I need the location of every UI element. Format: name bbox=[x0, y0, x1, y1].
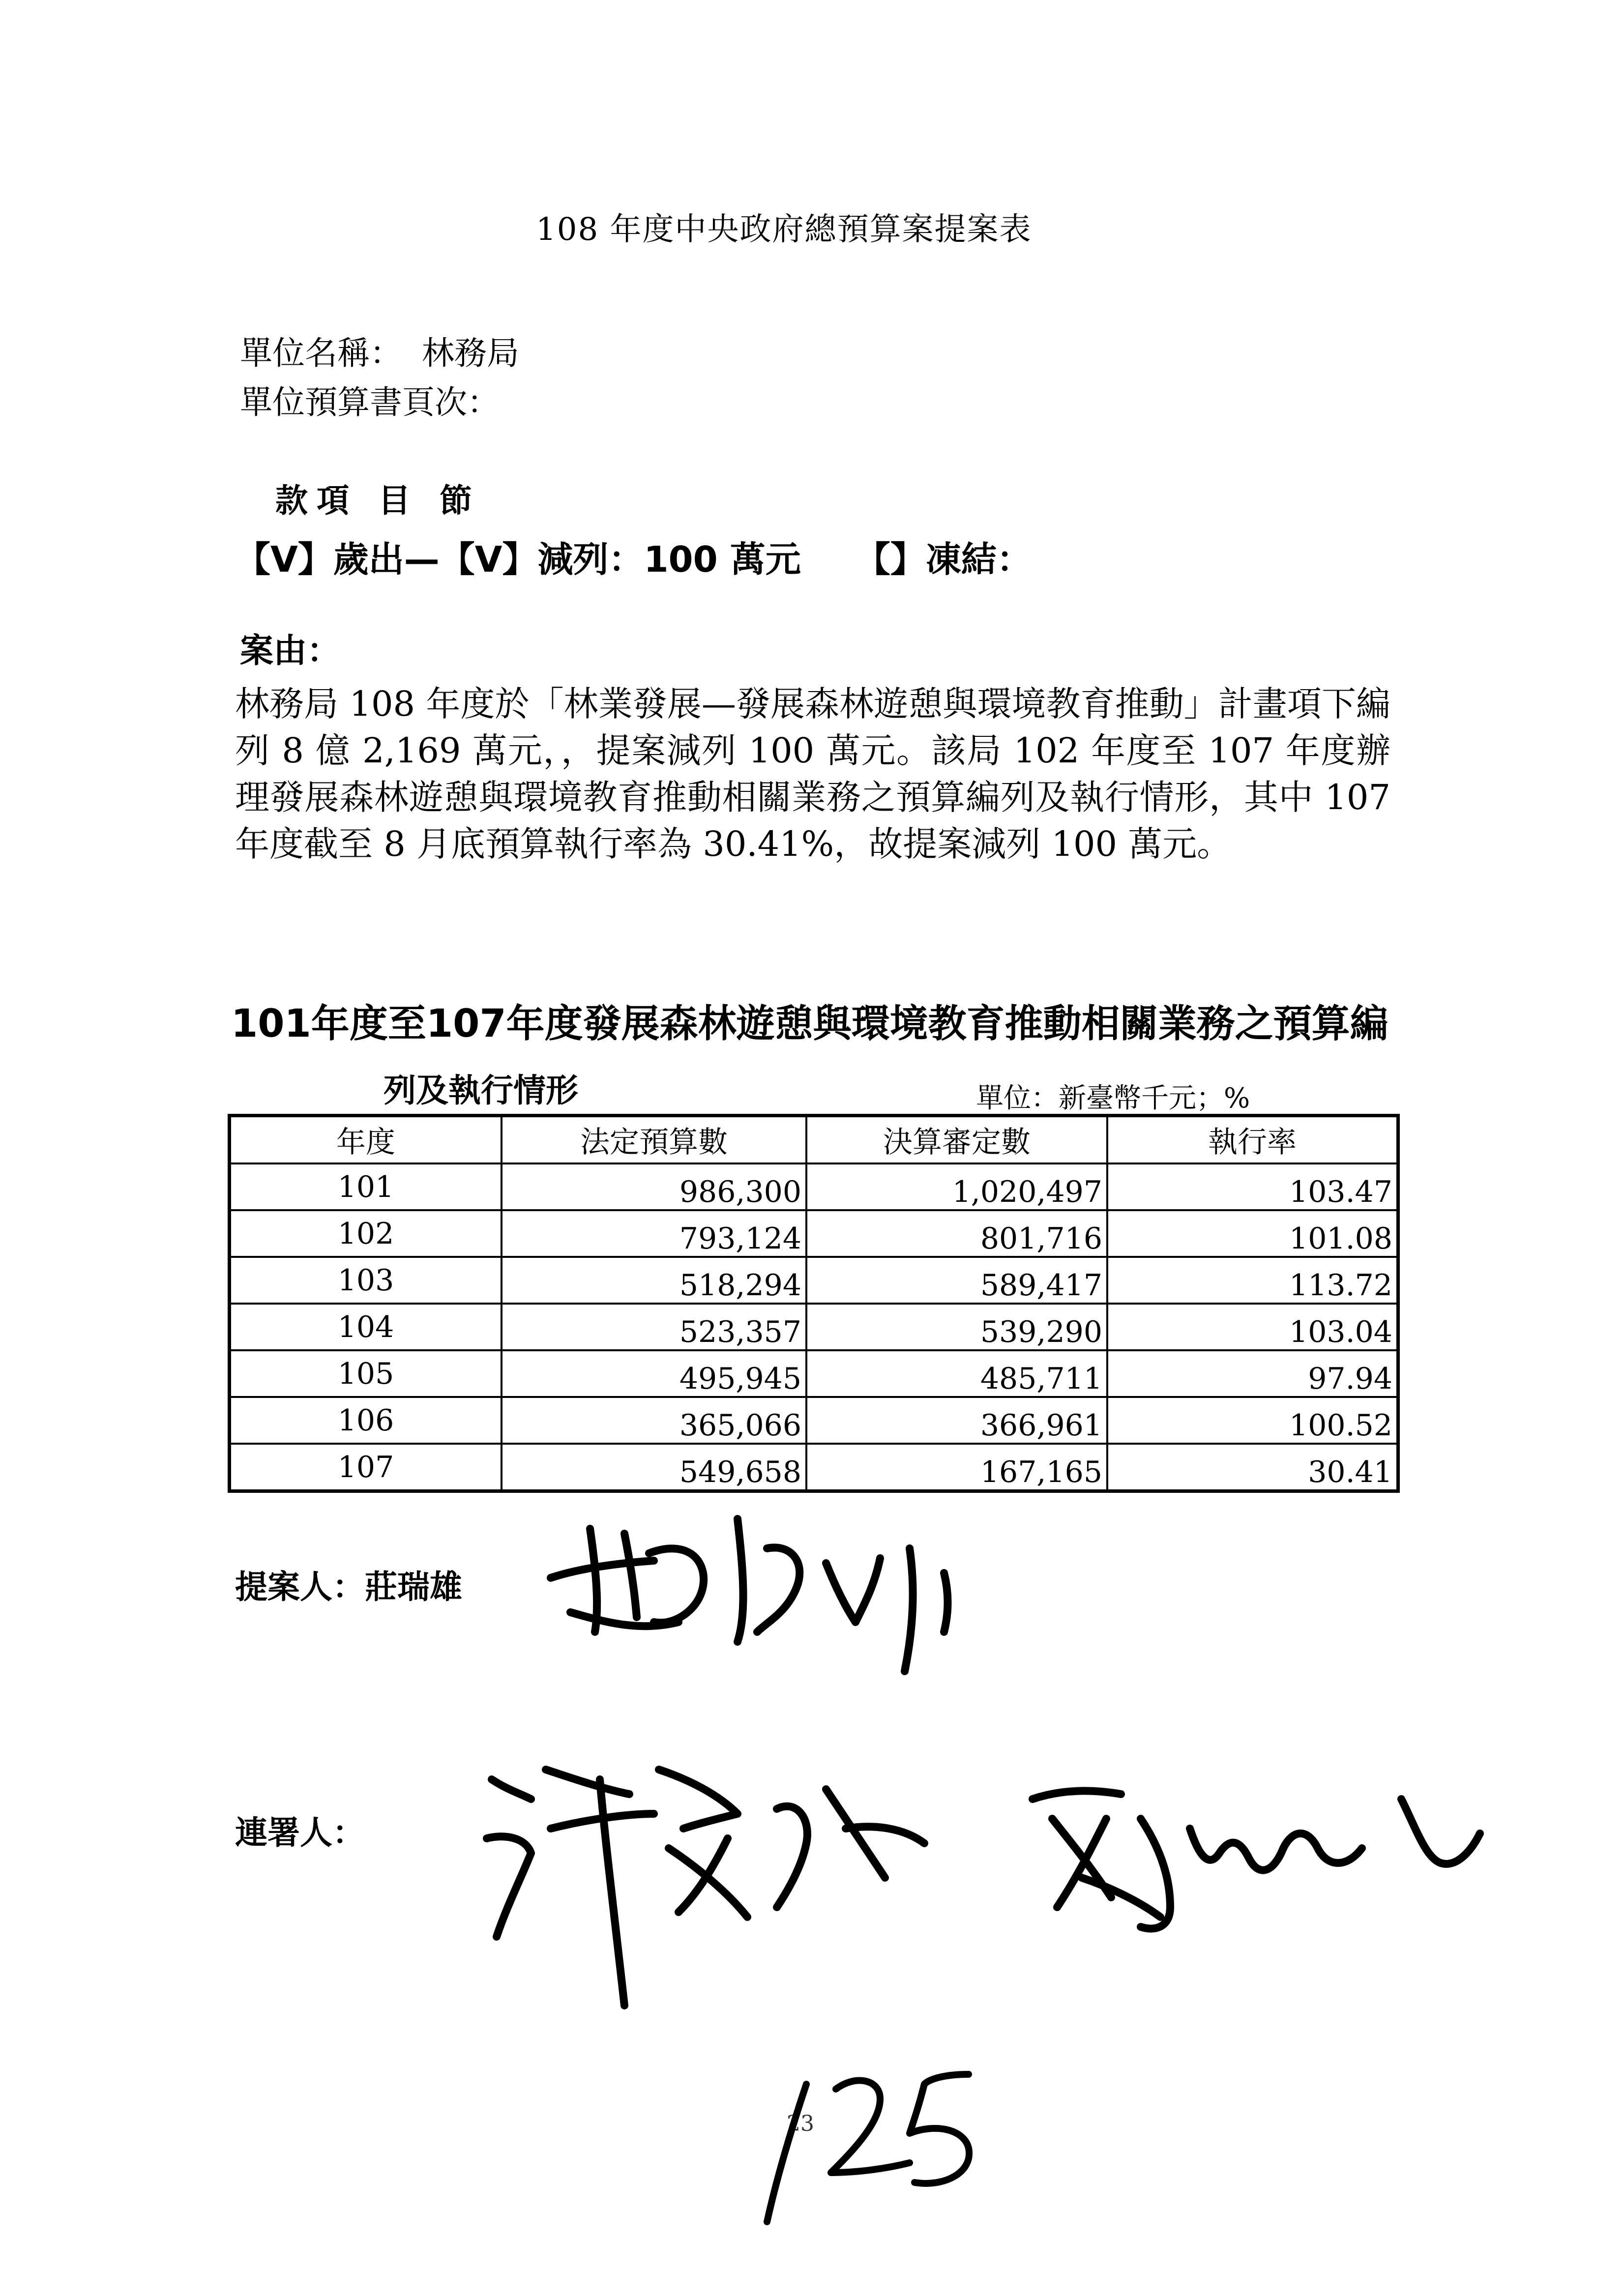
table-header-row bbox=[230, 1116, 1398, 1164]
table-row bbox=[230, 1257, 1398, 1304]
table-row bbox=[230, 1444, 1398, 1491]
cell-year: 107 bbox=[230, 1444, 502, 1491]
cell-execution-rate: 113.72 bbox=[1107, 1257, 1398, 1304]
cell-year: 101 bbox=[230, 1163, 502, 1210]
table-unit: 單位：新臺幣千元；% bbox=[976, 1082, 1250, 1114]
unit-name-label: 單位名稱： bbox=[240, 334, 402, 372]
proposer-name: 莊瑞雄 bbox=[365, 1568, 462, 1606]
reduce-flag: 【V】減列：100 萬元 bbox=[439, 539, 801, 580]
page-title: 108 年度中央政府總預算案提案表 bbox=[536, 211, 1032, 248]
cell-year: 106 bbox=[230, 1397, 502, 1444]
cell-legal-budget: 518,294 bbox=[502, 1257, 806, 1304]
proposer-signature bbox=[551, 1519, 948, 1671]
table-title-line1: 101年度至107年度發展森林遊憩與環境教育推動相關業務之預算編 bbox=[231, 1002, 1388, 1046]
budget-page-label: 單位預算書頁次： bbox=[240, 383, 500, 421]
cosigner-signature-1 bbox=[487, 1770, 924, 2005]
cell-legal-budget: 365,066 bbox=[502, 1397, 806, 1444]
table-title-line2: 列及執行情形 bbox=[384, 1072, 578, 1109]
cell-execution-rate: 100.52 bbox=[1107, 1397, 1398, 1444]
items-heading: 款項 目 節 bbox=[275, 482, 481, 520]
table-row bbox=[230, 1163, 1398, 1210]
proposer-label: 提案人： bbox=[235, 1568, 365, 1606]
cell-execution-rate: 30.41 bbox=[1107, 1444, 1398, 1491]
cosigner-signature-2 bbox=[1033, 1791, 1480, 1928]
header-execution-rate: 執行率 bbox=[1107, 1116, 1398, 1164]
cell-execution-rate: 103.47 bbox=[1107, 1163, 1398, 1210]
cell-legal-budget: 986,300 bbox=[502, 1163, 806, 1210]
expense-flag: 【V】歲出— bbox=[235, 539, 440, 580]
table-row bbox=[230, 1210, 1398, 1257]
proposer-row bbox=[235, 1561, 462, 1607]
budget-table bbox=[228, 1114, 1400, 1493]
cell-legal-budget: 523,357 bbox=[502, 1304, 806, 1350]
flags-row bbox=[235, 531, 1032, 582]
reason-text: 林務局 108 年度於「林業發展—發展森林遊憩與環境教育推動」計畫項下編列 8 億 2,169 萬元，，提案減列 100 萬元。該局 102 年度至 107 年度辦理發展森林遊憩與環境教育推動相關業務之預算編列及執行情形，其中 107 年度截至 8 月底預算執行率為 30.41%，故提案減列 100 萬元。 bbox=[235, 684, 1390, 864]
header-legal-budget: 法定預算數 bbox=[502, 1116, 806, 1164]
cell-legal-budget: 793,124 bbox=[502, 1210, 806, 1257]
handwritten-page-number bbox=[767, 2074, 969, 2222]
cell-year: 105 bbox=[230, 1350, 502, 1397]
freeze-flag: 【】凍結： bbox=[855, 539, 1032, 580]
reason-label: 案由： bbox=[240, 632, 341, 670]
header-audited-final: 決算審定數 bbox=[806, 1116, 1107, 1164]
cell-legal-budget: 549,658 bbox=[502, 1444, 806, 1491]
cell-audited-final: 366,961 bbox=[806, 1397, 1107, 1444]
header-year: 年度 bbox=[230, 1116, 502, 1164]
unit-name-row bbox=[240, 327, 519, 374]
cell-audited-final: 1,020,497 bbox=[806, 1163, 1107, 1210]
cosigner-label: 連署人： bbox=[235, 1814, 365, 1852]
cell-audited-final: 167,165 bbox=[806, 1444, 1107, 1491]
printed-page-number: 23 bbox=[787, 2111, 814, 2136]
cell-audited-final: 539,290 bbox=[806, 1304, 1107, 1350]
table-row bbox=[230, 1350, 1398, 1397]
cell-year: 102 bbox=[230, 1210, 502, 1257]
cell-execution-rate: 101.08 bbox=[1107, 1210, 1398, 1257]
cell-audited-final: 801,716 bbox=[806, 1210, 1107, 1257]
unit-name-value: 林務局 bbox=[422, 334, 519, 372]
cell-execution-rate: 103.04 bbox=[1107, 1304, 1398, 1350]
cell-audited-final: 589,417 bbox=[806, 1257, 1107, 1304]
cell-legal-budget: 495,945 bbox=[502, 1350, 806, 1397]
cell-year: 103 bbox=[230, 1257, 502, 1304]
cell-execution-rate: 97.94 bbox=[1107, 1350, 1398, 1397]
cell-year: 104 bbox=[230, 1304, 502, 1350]
table-row bbox=[230, 1397, 1398, 1444]
table-row bbox=[230, 1304, 1398, 1350]
cell-audited-final: 485,711 bbox=[806, 1350, 1107, 1397]
